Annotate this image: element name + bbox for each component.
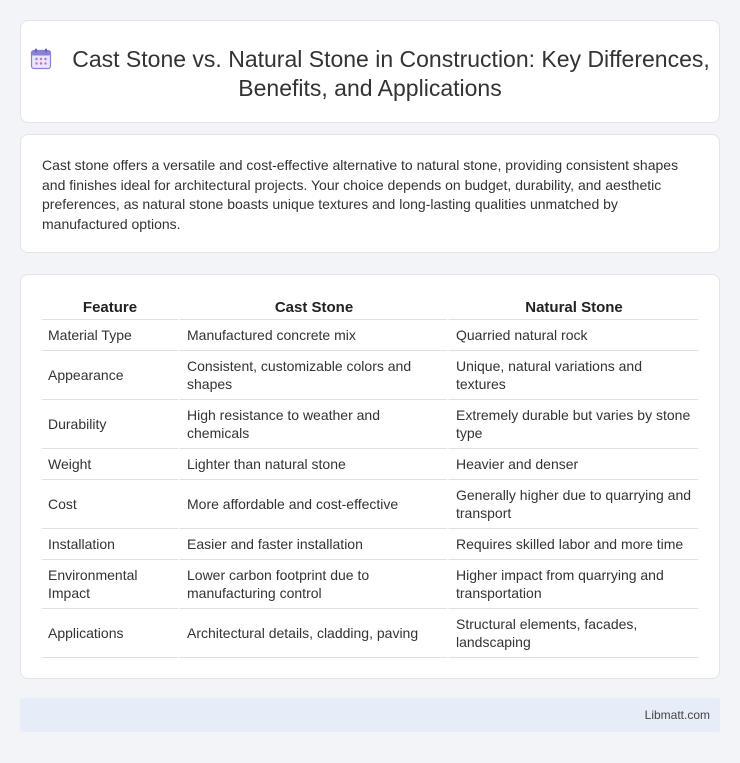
cell-natural-stone: Quarried natural rock	[447, 320, 698, 351]
cell-cast-stone: Consistent, customizable colors and shapes	[178, 351, 447, 400]
table-row	[42, 480, 698, 529]
cell-natural-stone: Unique, natural variations and textures	[447, 351, 698, 400]
table-row	[42, 529, 698, 560]
cell-cast-stone: High resistance to weather and chemicals	[178, 400, 447, 449]
cell-feature: Appearance	[42, 351, 178, 400]
cell-feature: Material Type	[42, 320, 178, 351]
cell-feature: Cost	[42, 480, 178, 529]
cell-feature: Installation	[42, 529, 178, 560]
page-title-text: Cast Stone vs. Natural Stone in Construction: Key Differences, Benefits, and Applications	[72, 46, 710, 101]
cell-cast-stone: Lower carbon footprint due to manufacturing control	[178, 560, 447, 609]
cell-natural-stone: Higher impact from quarrying and transportation	[447, 560, 698, 609]
cell-feature: Applications	[42, 609, 178, 658]
cell-natural-stone: Structural elements, facades, landscaping	[447, 609, 698, 658]
cell-feature: Environmental Impact	[42, 560, 178, 609]
cell-natural-stone: Extremely durable but varies by stone type	[447, 400, 698, 449]
header-feature: Feature	[42, 297, 178, 320]
cell-natural-stone: Generally higher due to quarrying and transport	[447, 480, 698, 529]
calendar-icon	[30, 48, 52, 70]
page-title	[21, 45, 719, 103]
footer-brand-link[interactable]: Libmatt.com	[644, 708, 710, 722]
title-card	[20, 20, 720, 123]
table-row	[42, 560, 698, 609]
cell-cast-stone: Easier and faster installation	[178, 529, 447, 560]
header-natural-stone: Natural Stone	[447, 297, 698, 320]
table-header-row	[42, 297, 698, 320]
header-cast-stone: Cast Stone	[178, 297, 447, 320]
cell-natural-stone: Heavier and denser	[447, 449, 698, 480]
comparison-card	[20, 274, 720, 679]
cell-cast-stone: More affordable and cost-effective	[178, 480, 447, 529]
cell-feature: Weight	[42, 449, 178, 480]
cell-cast-stone: Architectural details, cladding, paving	[178, 609, 447, 658]
table-row	[42, 609, 698, 658]
intro-paragraph: Cast stone offers a versatile and cost-effective alternative to natural stone, providing consistent shapes and finishes ideal for architectural projects. Your choice depends on budget, durability, and aesthetic preferences, as natural stone boasts unique textures and long-lasting qualities unmatched by manufactured options.	[42, 157, 679, 232]
cell-cast-stone: Manufactured concrete mix	[178, 320, 447, 351]
comparison-table	[42, 297, 698, 658]
table-row	[42, 449, 698, 480]
intro-card	[20, 134, 720, 253]
table-row	[42, 320, 698, 351]
table-row	[42, 351, 698, 400]
cell-natural-stone: Requires skilled labor and more time	[447, 529, 698, 560]
cell-feature: Durability	[42, 400, 178, 449]
footer-bar	[20, 698, 720, 732]
table-row	[42, 400, 698, 449]
cell-cast-stone: Lighter than natural stone	[178, 449, 447, 480]
